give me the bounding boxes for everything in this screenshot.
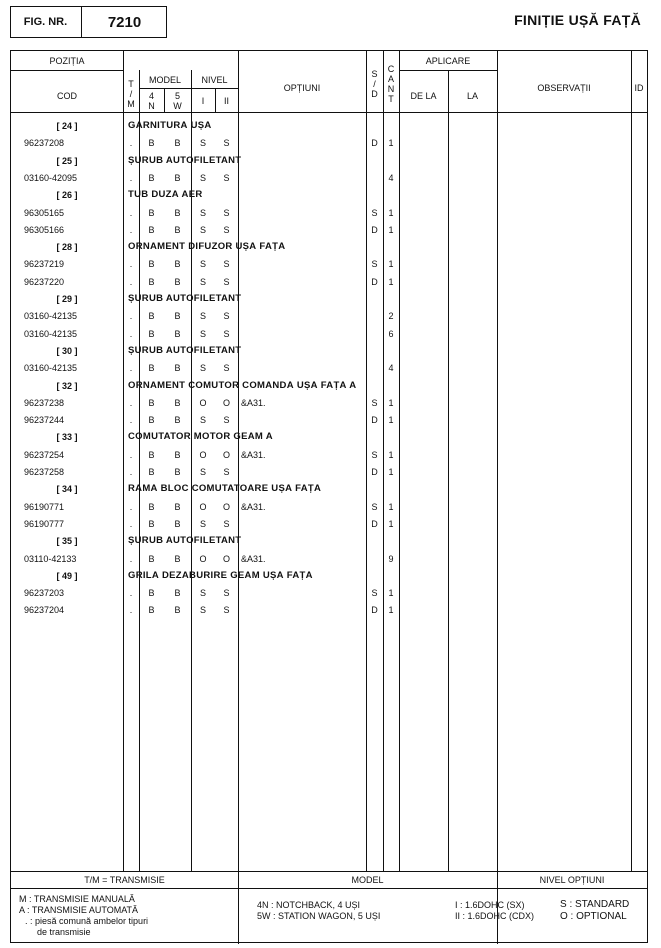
part-code: 03110-42133	[24, 553, 77, 564]
row-divider-model	[139, 88, 238, 89]
part-side: S	[371, 207, 378, 218]
part-quantity: 1	[388, 415, 394, 426]
position-number: [ 26 ]	[56, 190, 78, 201]
footer-tm-title: T/M = TRANSMISIE	[84, 875, 165, 885]
page-title: FINIȚIE UȘĂ FAȚĂ	[514, 12, 641, 28]
header-observatii: OBSERVAȚII	[537, 83, 591, 93]
header-model-5w-b: W	[173, 101, 182, 111]
part-tm: .	[129, 518, 133, 529]
figure-label: FIG. NR.	[10, 6, 82, 38]
part-quantity: 1	[388, 259, 394, 270]
part-side: D	[371, 138, 378, 149]
part-quantity: 4	[388, 363, 394, 374]
header-sd-3: D	[371, 89, 378, 99]
part-nivel-1: S	[199, 518, 206, 529]
part-model-5w: B	[174, 415, 181, 426]
col-divider-optiuni	[366, 51, 367, 871]
part-code: 03160-42135	[24, 363, 78, 374]
part-model-4n: B	[148, 415, 155, 426]
part-code: 03160-42135	[24, 311, 78, 322]
position-number: [ 34 ]	[56, 484, 78, 495]
part-name: ORNAMENT DIFUZOR UȘĂ FAȚĂ	[128, 242, 286, 253]
part-code: 96305166	[24, 224, 65, 235]
part-code: 96237258	[24, 467, 65, 477]
header-la: LA	[466, 91, 478, 101]
header-dela: DE LA	[410, 91, 437, 101]
footer-tm-line-3: . : piesă comună ambelor tipuri	[25, 916, 149, 926]
part-code: 96190777	[24, 518, 65, 529]
part-model-5w: B	[174, 363, 181, 374]
part-side: D	[371, 415, 378, 426]
part-nivel-1: S	[199, 207, 206, 218]
part-model-4n: B	[148, 363, 155, 374]
position-number: [ 24 ]	[56, 121, 78, 131]
part-nivel-2: S	[223, 224, 230, 235]
part-nivel-1: S	[199, 259, 206, 270]
header-cant-3: N	[387, 84, 395, 94]
part-quantity: 1	[388, 588, 394, 599]
part-code: 96190771	[24, 501, 65, 512]
part-code: 96237204	[24, 605, 65, 616]
part-nivel-2: S	[223, 138, 230, 149]
part-tm: .	[129, 207, 133, 218]
col-divider-la	[497, 51, 498, 944]
part-code: 96305165	[24, 207, 65, 218]
part-quantity: 1	[388, 467, 394, 477]
row-divider-aplicare	[399, 70, 497, 71]
header-pozitia: POZIȚIA	[49, 56, 85, 66]
part-quantity: 1	[388, 276, 394, 287]
part-nivel-1: S	[199, 172, 206, 183]
part-quantity: 9	[388, 553, 394, 564]
part-nivel-2: O	[222, 449, 230, 460]
part-model-5w: B	[174, 605, 181, 616]
part-nivel-2: S	[223, 207, 230, 218]
part-quantity: 1	[388, 518, 394, 529]
part-nivel-2: S	[223, 172, 230, 183]
part-model-4n: B	[148, 553, 155, 564]
part-name: ȘURUB AUTOFILETANT	[128, 294, 242, 304]
part-nivel-2: S	[223, 328, 230, 339]
part-model-4n: B	[148, 224, 155, 235]
header-model: MODEL	[148, 75, 181, 85]
part-tm: .	[129, 172, 133, 183]
part-side: S	[371, 397, 378, 408]
header-id: ID	[634, 83, 644, 93]
row-divider-footer-title	[11, 888, 647, 889]
part-option: &A31.	[241, 397, 266, 408]
part-model-5w: B	[174, 553, 181, 564]
header-optiuni: OPȚIUNI	[283, 83, 321, 93]
part-model-4n: B	[148, 207, 155, 218]
part-quantity: 6	[388, 328, 394, 339]
header-sd-1: S	[371, 69, 378, 79]
header-nivel: NIVEL	[201, 75, 228, 85]
part-model-4n: B	[148, 449, 155, 460]
header-cant-4: T	[388, 94, 394, 104]
position-number: [ 25 ]	[56, 155, 78, 166]
part-name: ȘURUB AUTOFILETANT	[128, 155, 242, 166]
part-code: 96237220	[24, 276, 65, 287]
part-model-5w: B	[174, 259, 181, 270]
part-model-4n: B	[148, 397, 155, 408]
part-model-5w: B	[174, 311, 181, 322]
footer-tm-line-4: de transmisie	[37, 927, 91, 937]
part-model-4n: B	[148, 605, 155, 616]
part-tm: .	[129, 276, 133, 287]
part-nivel-2: S	[223, 415, 230, 426]
part-tm: .	[129, 397, 133, 408]
part-tm: .	[129, 328, 133, 339]
part-nivel-2: O	[222, 553, 230, 564]
part-nivel-1: O	[199, 397, 207, 408]
part-nivel-1: S	[199, 276, 206, 287]
part-tm: .	[129, 415, 133, 426]
part-model-5w: B	[174, 224, 181, 235]
part-model-4n: B	[148, 172, 155, 183]
part-tm: .	[129, 467, 133, 477]
part-model-5w: B	[174, 397, 181, 408]
footer-model-line-1: 4N : NOTCHBACK, 4 UȘI	[257, 900, 361, 910]
part-nivel-2: O	[222, 501, 230, 512]
part-quantity: 4	[388, 172, 394, 183]
part-nivel-1: S	[199, 363, 206, 374]
part-nivel-1: S	[199, 138, 206, 149]
part-model-4n: B	[148, 328, 155, 339]
part-code: 96237208	[24, 138, 65, 149]
part-name: ORNAMENT COMUTOR COMANDĂ UȘĂ FAȚĂ A	[128, 380, 357, 391]
footer-model-line-2: 5W : STATION WAGON, 5 UȘI	[257, 911, 381, 921]
col-divider-obs	[631, 51, 632, 871]
row-divider-footer	[11, 871, 647, 872]
part-quantity: 1	[388, 224, 394, 235]
part-model-4n: B	[148, 259, 155, 270]
part-side: S	[371, 259, 378, 270]
part-nivel-2: S	[223, 605, 230, 616]
part-nivel-2: S	[223, 276, 230, 287]
part-side: D	[371, 276, 378, 287]
part-side: S	[371, 501, 378, 512]
position-number: [ 35 ]	[56, 536, 78, 547]
part-tm: .	[129, 501, 133, 512]
part-option: &A31.	[241, 449, 266, 460]
part-name: ȘURUB AUTOFILETANT	[128, 345, 242, 356]
header-model-4n-a: 4	[148, 91, 154, 101]
part-tm: .	[129, 363, 133, 374]
col-divider-nivel	[238, 51, 239, 944]
part-model-5w: B	[174, 467, 181, 477]
part-model-5w: B	[174, 328, 181, 339]
part-nivel-1: O	[199, 501, 207, 512]
part-model-4n: B	[148, 138, 155, 149]
part-nivel-2: S	[223, 467, 230, 477]
part-quantity: 1	[388, 501, 394, 512]
part-side: D	[371, 605, 378, 616]
part-code: 96237219	[24, 259, 65, 270]
position-number: [ 30 ]	[56, 345, 78, 356]
part-code: 96237254	[24, 449, 65, 460]
part-tm: .	[129, 138, 133, 149]
part-name: TUB DUZĂ AER	[128, 190, 203, 201]
part-model-5w: B	[174, 449, 181, 460]
part-option: &A31.	[241, 553, 266, 564]
header-cant-2: A	[387, 74, 394, 84]
part-nivel-2: S	[223, 363, 230, 374]
part-model-5w: B	[174, 588, 181, 599]
part-side: D	[371, 224, 378, 235]
part-quantity: 2	[388, 311, 394, 322]
part-code: 96237244	[24, 415, 65, 426]
header-tm-3: M	[127, 99, 135, 109]
part-model-5w: B	[174, 276, 181, 287]
part-nivel-1: S	[199, 328, 206, 339]
part-side: D	[371, 467, 378, 477]
part-nivel-2: S	[223, 259, 230, 270]
part-name: GARNITURĂ UȘĂ	[128, 121, 212, 131]
part-code: 03160-42095	[24, 172, 78, 183]
col-divider-dela	[448, 70, 449, 871]
part-model-4n: B	[148, 276, 155, 287]
col-divider-cant	[399, 51, 400, 871]
position-number: [ 29 ]	[56, 294, 78, 304]
part-nivel-2: O	[222, 397, 230, 408]
part-model-4n: B	[148, 501, 155, 512]
part-model-4n: B	[148, 518, 155, 529]
part-code: 96237203	[24, 588, 65, 599]
part-tm: .	[129, 588, 133, 599]
part-model-5w: B	[174, 207, 181, 218]
part-model-5w: B	[174, 172, 181, 183]
position-number: [ 32 ]	[56, 380, 78, 391]
part-nivel-2: S	[223, 588, 230, 599]
header-nivel-1: I	[201, 96, 205, 106]
part-nivel-2: S	[223, 311, 230, 322]
part-quantity: 1	[388, 397, 394, 408]
part-name: ȘURUB AUTOFILETANT	[128, 536, 242, 547]
part-tm: .	[129, 311, 133, 322]
part-quantity: 1	[388, 138, 394, 149]
parts-table	[10, 50, 648, 943]
part-code: 03160-42135	[24, 328, 78, 339]
part-nivel-1: O	[199, 553, 207, 564]
footer-model-title: MODEL	[351, 875, 384, 885]
footer-nivel-line-1: I : 1.6DOHC (SX)	[455, 900, 525, 910]
header-model-4n-b: N	[148, 101, 155, 111]
footer-tm-line-1: M : TRANSMISIE MANUALĂ	[19, 894, 135, 904]
part-tm: .	[129, 553, 133, 564]
part-nivel-2: S	[223, 518, 230, 529]
header-sd-2: /	[373, 79, 376, 89]
part-quantity: 1	[388, 449, 394, 460]
part-nivel-1: S	[199, 224, 206, 235]
part-nivel-1: S	[199, 415, 206, 426]
part-name: GRILĂ DEZABURIRE GEAM UȘĂ FAȚĂ	[128, 570, 313, 581]
row-divider-pozitia	[11, 70, 123, 71]
part-tm: .	[129, 449, 133, 460]
part-nivel-1: S	[199, 605, 206, 616]
header-tm-2: /	[129, 89, 133, 99]
part-tm: .	[129, 605, 133, 616]
position-number: [ 28 ]	[56, 242, 78, 253]
part-code: 96237238	[24, 397, 65, 408]
header-cod: COD	[57, 91, 77, 101]
part-model-5w: B	[174, 501, 181, 512]
footer-legend-standard: S : STANDARD	[560, 899, 630, 910]
footer-nivel-line-2: II : 1.6DOHC (CDX)	[455, 911, 535, 921]
position-number: [ 49 ]	[56, 570, 78, 581]
footer-tm-line-2: A : TRANSMISIE AUTOMATĂ	[19, 905, 139, 915]
part-side: S	[371, 588, 378, 599]
part-nivel-1: S	[199, 588, 206, 599]
part-nivel-1: S	[199, 467, 206, 477]
header-model-5w-a: 5	[174, 91, 180, 101]
part-tm: .	[129, 259, 133, 270]
part-name: RAMĂ BLOC COMUTATOARE UȘĂ FAȚĂ	[128, 484, 322, 495]
part-side: D	[371, 518, 378, 529]
part-nivel-1: O	[199, 449, 207, 460]
footer-legend-optional: O : OPTIONAL	[560, 911, 627, 922]
part-name: COMUTATOR MOTOR GEAM A	[128, 432, 273, 443]
part-nivel-1: S	[199, 311, 206, 322]
part-option: &A31.	[241, 501, 266, 512]
header-tm-1: T	[128, 79, 134, 89]
part-quantity: 1	[388, 605, 394, 616]
header-aplicare: APLICARE	[425, 56, 471, 66]
row-divider-header-bottom	[11, 112, 647, 113]
part-model-4n: B	[148, 311, 155, 322]
part-model-5w: B	[174, 138, 181, 149]
part-tm: .	[129, 224, 133, 235]
part-quantity: 1	[388, 207, 394, 218]
part-model-4n: B	[148, 467, 155, 477]
part-model-5w: B	[174, 518, 181, 529]
header-cant-1: C	[387, 64, 395, 74]
header-nivel-2: II	[223, 96, 229, 106]
position-number: [ 33 ]	[56, 432, 78, 443]
part-model-4n: B	[148, 588, 155, 599]
part-side: S	[371, 449, 378, 460]
figure-number: 7210	[107, 13, 142, 31]
footer-nivel-title: NIVEL OPȚIUNI	[539, 875, 605, 885]
